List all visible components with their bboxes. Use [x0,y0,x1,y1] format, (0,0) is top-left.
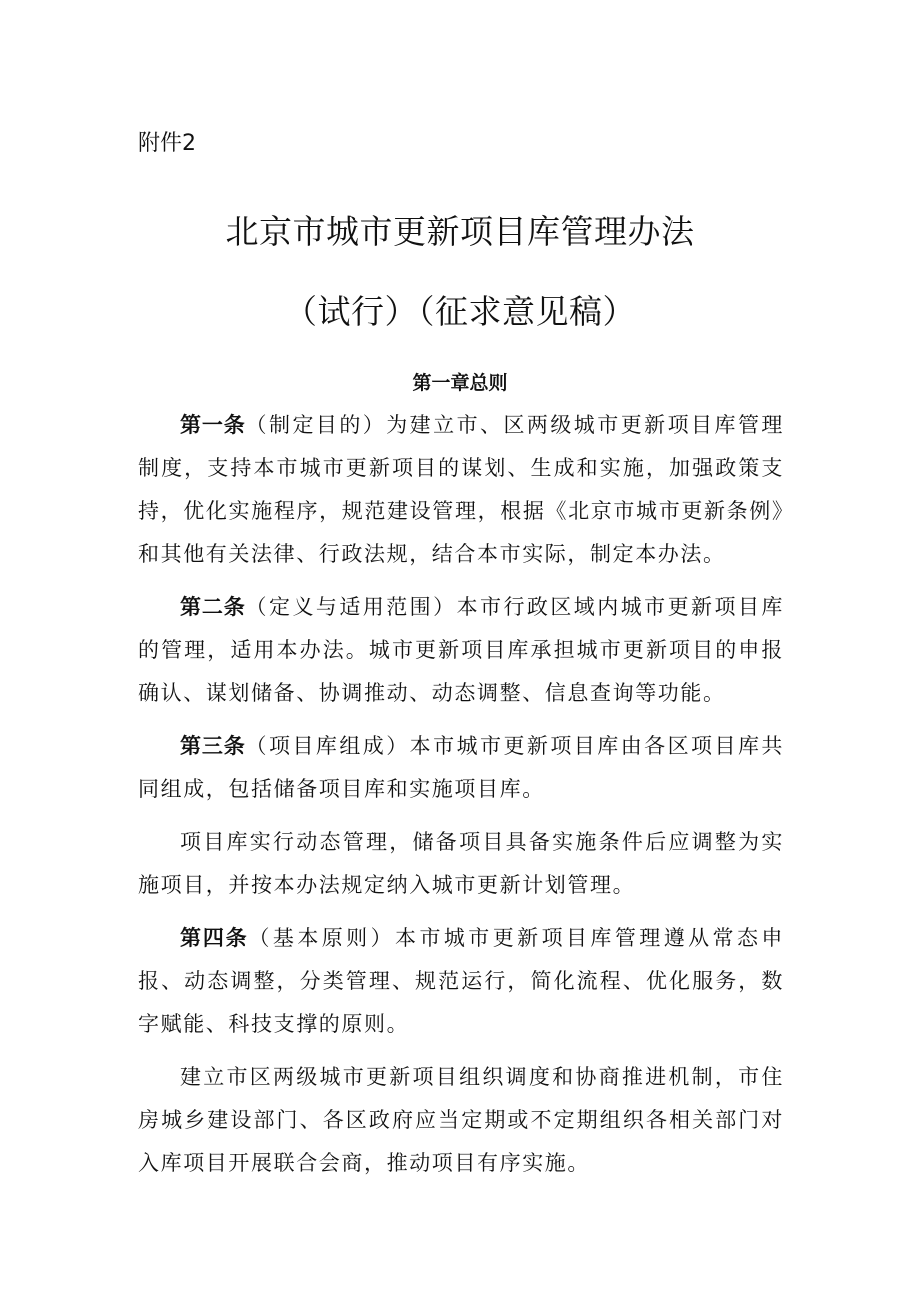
paragraph-text: （制定目的）为建立市、区两级城市更新项目库管理制度，支持本市城市更新项目的谋划、生成和实施，加强政策支持，优化实施程序，规范建设管理，根据《北京市城市更新条例》和其他有关法律、行政法规，结合本市实际，制定本办法。 [138,413,784,566]
paragraph-text: 建立市区两级城市更新项目组织调度和协商推进机制，市住房城乡建设部门、各区政府应当定期或不定期组织各相关部门对入库项目开展联合会商，推动项目有序实施。 [138,1065,784,1175]
chapter-heading: 第一章总则 [412,372,508,394]
document-body [138,404,784,1195]
article-number: 第二条 [180,595,246,619]
document-title-line-1: 北京市城市更新项目库管理办法 [225,212,695,251]
article-number: 第四条 [180,926,249,950]
paragraph-article-3-continued [138,821,784,907]
paragraph-article-4 [138,917,784,1046]
paragraph-text: （项目库组成）本市城市更新项目库由各区项目库共同组成，包括储备项目库和实施项目库。 [138,734,784,801]
paragraph-article-3 [138,725,784,811]
attachment-label: 附件2 [138,131,196,156]
paragraph-article-1 [138,404,784,576]
article-number: 第一条 [180,413,246,437]
document-title-line-2: （试行）（征求意见稿） [284,292,636,331]
paragraph-article-4-continued [138,1056,784,1185]
article-number: 第三条 [180,734,246,758]
paragraph-article-2 [138,586,784,715]
paragraph-text: 项目库实行动态管理，储备项目具备实施条件后应调整为实施项目，并按本办法规定纳入城市更新计划管理。 [138,830,784,897]
paragraph-text: （基本原则）本市城市更新项目库管理遵从常态申报、动态调整，分类管理、规范运行，简化流程、优化服务，数字赋能、科技支撑的原则。 [138,926,785,1036]
paragraph-text: （定义与适用范围）本市行政区域内城市更新项目库的管理，适用本办法。城市更新项目库承担城市更新项目的申报确认、谋划储备、协调推动、动态调整、信息查询等功能。 [138,595,784,705]
